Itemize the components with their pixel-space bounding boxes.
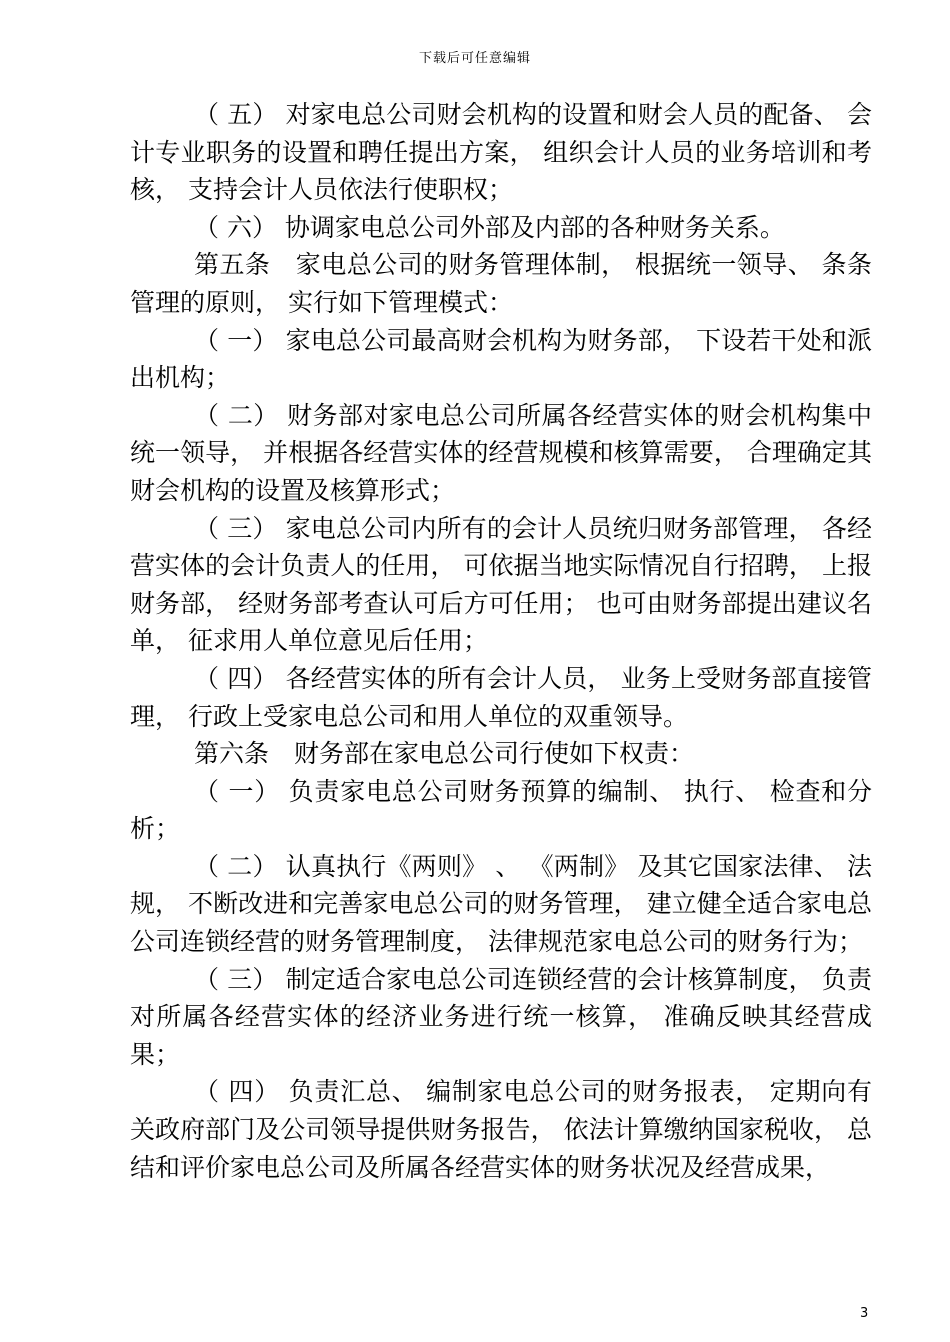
paragraph-5-six: （ 六） 协调家电总公司外部及内部的各种财务关系。	[194, 212, 785, 242]
article-five-item-four: （ 四） 各经营实体的所有会计人员， 业务上受财务部直接管理， 行政上受家电总公司和用人单位的双重领导。	[130, 663, 872, 731]
page-number: 3	[860, 1306, 869, 1321]
article-six-item-three: （ 三） 制定适合家电总公司连锁经营的会计核算制度， 负责对所属各经营实体的经济业务进行统一核算， 准确反映其经营成果；	[130, 964, 872, 1069]
article-six-item-four: （ 四） 负责汇总、 编制家电总公司的财务报表， 定期向有关政府部门及公司领导提供财务报告， 依法计算缴纳国家税收， 总结和评价家电总公司及所属各经营实体的财务状况及经营成果，	[130, 1077, 872, 1182]
article-five-item-one: （ 一） 家电总公司最高财会机构为财务部， 下设若干处和派出机构；	[130, 325, 872, 393]
document-body	[130, 96, 872, 1186]
article-five: 第五条 家电总公司的财务管理体制， 根据统一领导、 条条管理的原则， 实行如下管理模式：	[130, 250, 872, 317]
paragraph-5-five: （ 五） 对家电总公司财会机构的设置和财会人员的配备、 会计专业职务的设置和聘任提出方案， 组织会计人员的业务培训和考核， 支持会计人员依法行使职权；	[130, 100, 872, 205]
article-six-item-one: （ 一） 负责家电总公司财务预算的编制、 执行、 检查和分析；	[130, 776, 872, 844]
article-six-item-two: （ 二） 认真执行《两则》 、 《两制》 及其它国家法律、 法规， 不断改进和完善家电总公司的财务管理， 建立健全适合家电总公司连锁经营的财务管理制度， 法律规范家电总公司的财务行为；	[130, 851, 872, 957]
article-six: 第六条 财务部在家电总公司行使如下权责：	[194, 739, 695, 769]
article-five-item-two: （ 二） 财务部对家电总公司所属各经营实体的财会机构集中统一领导， 并根据各经营实体的经营规模和核算需要， 合理确定其财会机构的设置及核算形式；	[130, 400, 872, 505]
page-header: 下载后可任意编辑	[418, 51, 531, 66]
article-five-item-three: （ 三） 家电总公司内所有的会计人员统归财务部管理， 各经营实体的会计负责人的任用， 可依据当地实际情况自行招聘， 上报财务部， 经财务部考查认可后方可任用； 也可由财务部提出建议名单， 征求用人单位意见后任用；	[130, 513, 872, 656]
